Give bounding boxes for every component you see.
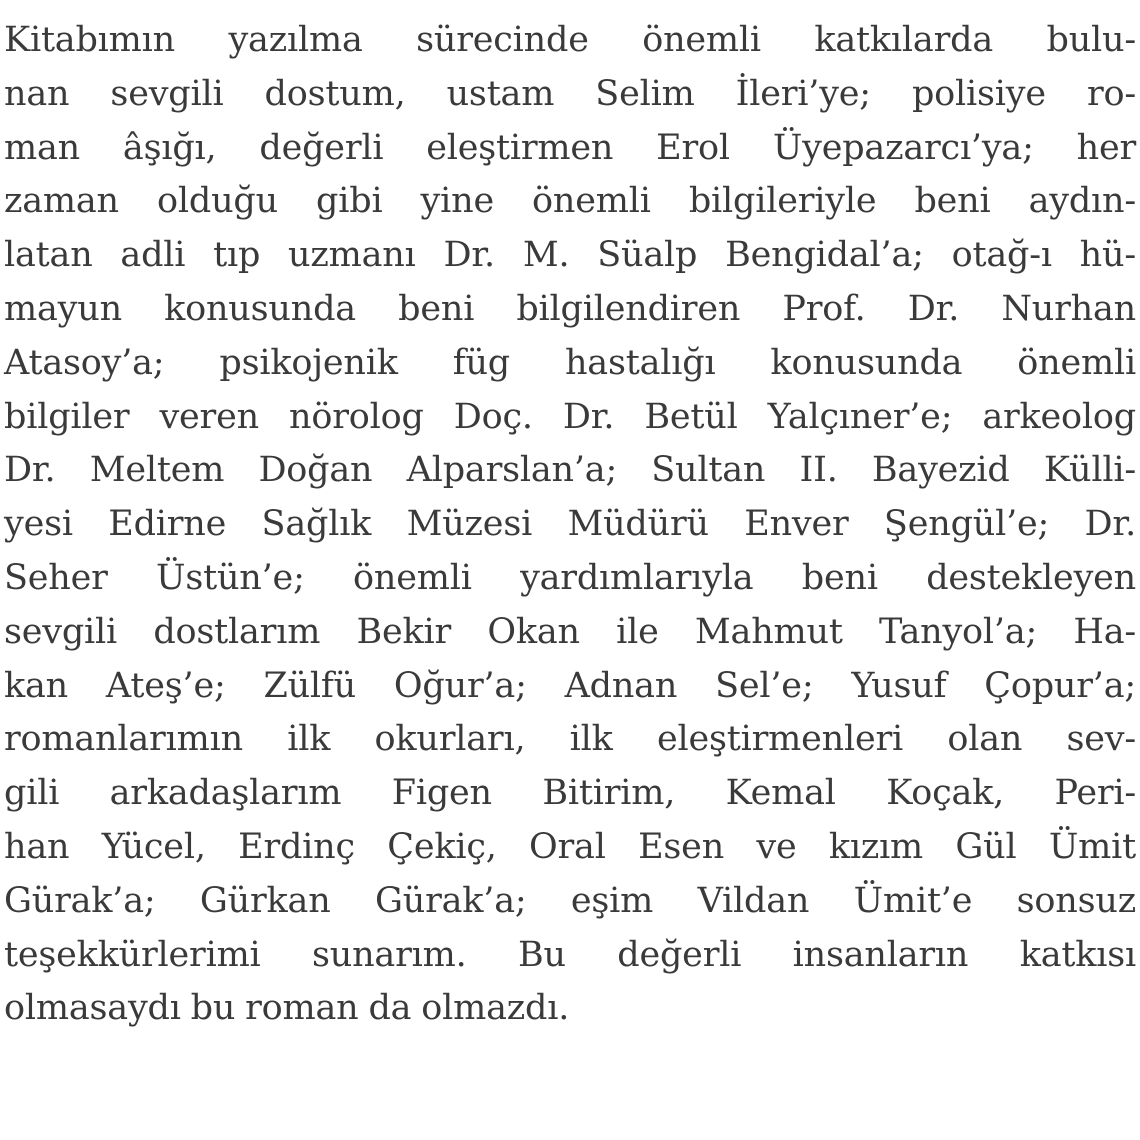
text-line: bilgiler veren nörolog Doç. Dr. Betül Yalçıner’e; arkeolog xyxy=(4,396,1136,437)
text-line: yesi Edirne Sağlık Müzesi Müdürü Enver Şengül’e; Dr. xyxy=(4,504,1136,545)
text-line: Atasoy’a; psikojenik füg hastalığı konusunda önemli xyxy=(4,342,1136,383)
acknowledgement-paragraph xyxy=(4,14,1136,1036)
text-line: teşekkürlerimi sunarım. Bu değerli insanların katkısı xyxy=(4,934,1136,975)
text-line: Kitabımın yazılma sürecinde önemli katkılarda bulu- xyxy=(4,20,1136,60)
text-line: man âşığı, değerli eleştirmen Erol Üyepazarcı’ya; her xyxy=(4,127,1136,168)
text-line: mayun konusunda beni bilgilendiren Prof. Dr. Nurhan xyxy=(4,288,1136,329)
text-line: Dr. Meltem Doğan Alparslan’a; Sultan II. Bayezid Külli- xyxy=(4,450,1136,491)
text-line: sevgili dostlarım Bekir Okan ile Mahmut Tanyol’a; Ha- xyxy=(4,611,1136,652)
text-line: Gürak’a; Gürkan Gürak’a; eşim Vildan Ümit’e sonsuz xyxy=(4,880,1136,921)
text-line: latan adli tıp uzmanı Dr. M. Süalp Bengidal’a; otağ-ı hü- xyxy=(4,235,1136,276)
text-line: gili arkadaşlarım Figen Bitirim, Kemal Koçak, Peri- xyxy=(4,773,1136,814)
text-line: han Yücel, Erdinç Çekiç, Oral Esen ve kızım Gül Ümit xyxy=(4,826,1136,867)
text-line-last: olmasaydı bu roman da olmazdı. xyxy=(4,988,570,1029)
text-line: nan sevgili dostum, ustam Selim İleri’ye; polisiye ro- xyxy=(4,73,1136,114)
text-line: romanlarımın ilk okurları, ilk eleştirmenleri olan sev- xyxy=(4,719,1136,760)
text-line: zaman olduğu gibi yine önemli bilgileriyle beni aydın- xyxy=(4,181,1136,222)
text-line: kan Ateş’e; Zülfü Oğur’a; Adnan Sel’e; Yusuf Çopur’a; xyxy=(4,665,1136,706)
text-line: Seher Üstün’e; önemli yardımlarıyla beni destekleyen xyxy=(4,557,1136,598)
